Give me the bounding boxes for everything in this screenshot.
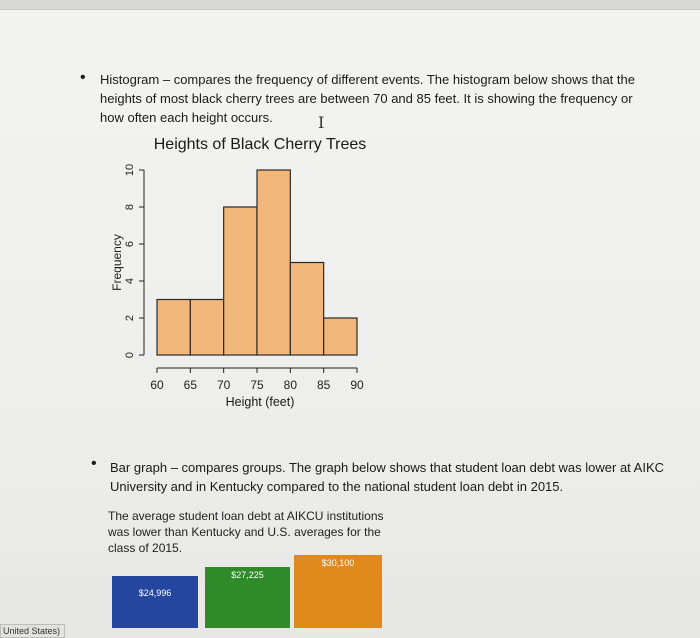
histogram-bar <box>157 300 190 356</box>
histogram-bar <box>257 170 290 355</box>
loan-debt-chart <box>112 555 384 628</box>
y-axis-label: Frequency <box>110 234 124 291</box>
histogram-title: Heights of Black Cherry Trees <box>153 136 367 153</box>
y-tick-label: 0 <box>124 351 136 359</box>
x-tick-label: 70 <box>216 378 231 392</box>
x-tick-label: 60 <box>150 378 164 392</box>
loan-debt-value-label: $24,996 <box>138 588 172 598</box>
loan-debt-bar <box>112 576 198 628</box>
x-tick-label: 90 <box>350 378 364 392</box>
histogram-chart <box>100 155 380 395</box>
y-tick-label: 4 <box>124 277 136 285</box>
loan-debt-value-label: $30,100 <box>321 558 355 568</box>
histogram-x-label: Height (feet) <box>225 395 295 409</box>
y-tick-label: 2 <box>124 314 136 322</box>
x-tick-label: 75 <box>250 378 264 392</box>
histogram-description: Histogram – compares the frequency of different events. The histogram below shows that the heights of most black cherry trees are between 70 and 85 feet. It is showing the frequency or how often each height occurs. <box>100 72 635 125</box>
x-tick-label: 80 <box>283 378 298 392</box>
bullet-marker: • <box>91 455 97 472</box>
histogram-bar <box>324 318 357 355</box>
y-tick-label: 6 <box>124 240 136 248</box>
histogram-bar <box>224 207 257 355</box>
loan-debt-value-label: $27,225 <box>231 570 264 580</box>
loan-debt-bar <box>294 555 382 628</box>
loan-debt-caption: The average student loan debt at AIKCU institutions was lower than Kentucky and U.S. averages for the class of 2015. <box>108 509 384 555</box>
y-tick-label: 10 <box>124 163 136 177</box>
bullet-marker: • <box>80 69 86 86</box>
x-tick-label: 65 <box>183 378 198 392</box>
text-cursor-icon: I <box>318 113 325 132</box>
x-tick-label: 85 <box>316 378 331 392</box>
histogram-bar <box>290 263 323 356</box>
y-tick-label: 8 <box>124 203 136 211</box>
locale-status: United States) <box>0 624 65 638</box>
top-bar <box>0 0 700 10</box>
histogram-bar <box>190 300 223 356</box>
loan-debt-bar <box>205 567 290 628</box>
bar-graph-description: Bar graph – compares groups. The graph below shows that student loan debt was lower at AIKC University and in Kentucky compared to the national student loan debt in 2015. <box>110 460 665 494</box>
